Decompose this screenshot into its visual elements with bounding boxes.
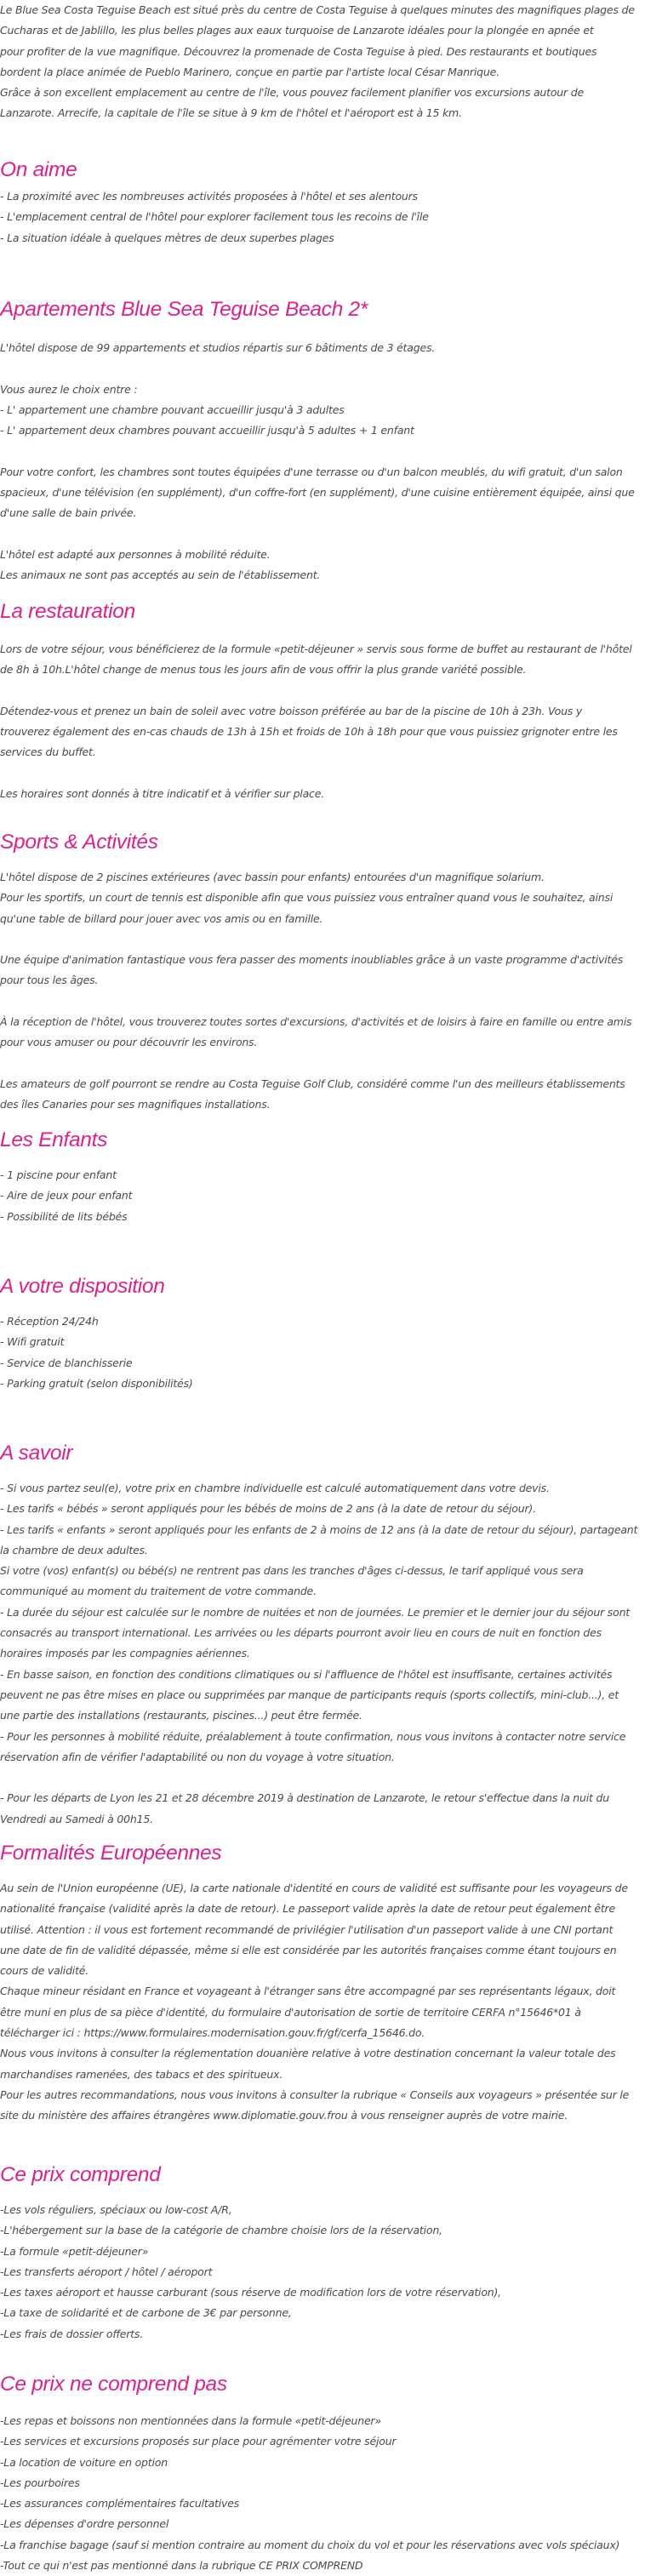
text-line: Le Blue Sea Costa Teguise Beach est situé près du centre de Costa Teguise à quelques minutes des magnifiques plages de <box>0 3 635 16</box>
text-line: site du ministère des affaires étrangères www.diplomatie.gouv.frou à vous renseigner auprès de votre mairie. <box>0 2109 568 2122</box>
text-line: Lors de votre séjour, vous bénéficierez de la formule «petit-déjeuner » servis sous forme de buffet au restaurant de l'hôtel <box>0 643 632 655</box>
text-line: - Pour les personnes à mobilité réduite, préalablement à toute confirmation, nous vous invitons à contacter notre service <box>0 1729 626 1743</box>
section-body-sports-activites <box>0 867 631 1116</box>
text-line: Pour les sportifs, un court de tennis est disponible afin que vous puissiez vous entraîner quand vous le souhaitez, ainsi <box>0 891 614 905</box>
text-line: horaires imposés par les compagnies aériennes. <box>0 1647 250 1660</box>
section-heading-on-aime: On aime <box>0 158 77 181</box>
text-line: - La situation idéale à quelques mètres de deux superbes plages <box>0 231 334 244</box>
text-line: télécharger ici : https://www.formulaires.modernisation.gouv.fr/gf/cerfa_15646.do. <box>0 2026 425 2040</box>
text-line: - Wifi gratuit <box>0 1335 65 1349</box>
text-line: -Tout ce qui n'est pas mentionné dans la rubrique CE PRIX COMPREND <box>0 2559 363 2573</box>
text-line: -Les assurances complémentaires facultatives <box>0 2497 240 2510</box>
text-line: Au sein de l'Union européenne (UE), la carte nationale d'identité en cours de validité est suffisante pour les voyageurs de <box>0 1882 628 1894</box>
section-heading-formalites-europeennes: Formalités Européennes <box>0 1842 222 1865</box>
text-line: L'hôtel est adapté aux personnes à mobilité réduite. <box>0 547 271 561</box>
section-heading-a-savoir: A savoir <box>0 1442 73 1465</box>
text-line: - Aire de jeux pour enfant <box>0 1189 133 1202</box>
text-line: -La taxe de solidarité et de carbone de 3€ par personne, <box>0 2306 292 2320</box>
text-line: nationalité française (validité après la date de retour). Le passeport valide après la date de retour peut également être <box>0 1902 615 1916</box>
text-line: Lanzarote. Arrecife, la capitale de l'île se situe à 9 km de l'hôtel et l'aéroport est à 15 km. <box>0 106 462 120</box>
text-line: -Les dépenses d'ordre personnel <box>0 2517 169 2531</box>
text-line: - L' appartement deux chambres pouvant accueillir jusqu'à 5 adultes + 1 enfant <box>0 424 414 437</box>
blank-line <box>0 991 631 1012</box>
section-heading-la-restauration: La restauration <box>0 600 135 623</box>
text-line: pour vous amuser ou pour découvrir les environs. <box>0 1036 258 1049</box>
section-body-les-enfants <box>0 1165 132 1227</box>
blank-line <box>0 681 632 701</box>
text-line: -L'hébergement sur la base de la catégorie de chambre choisie lors de la réservation, <box>0 2224 442 2237</box>
section-heading-les-enfants: Les Enfants <box>0 1128 108 1151</box>
text-line: Détendez-vous et prenez un bain de soleil avec votre boisson préférée au bar de la piscine de 10h à 23h. Vous y <box>0 704 583 717</box>
section-body-la-restauration <box>0 639 632 804</box>
text-line: - En basse saison, en fonction des conditions climatiques ou si l'affluence de l'hôtel est insuffisante, certaines activités <box>0 1667 613 1681</box>
section-body-a-savoir <box>0 1478 637 1830</box>
text-line: - 1 piscine pour enfant <box>0 1168 117 1181</box>
blank-line <box>0 441 635 461</box>
text-line: -Les taxes aéroport et hausse carburant (sous réserve de modification lors de votre réservation), <box>0 2286 501 2299</box>
text-line: - L'emplacement central de l'hôtel pour explorer facilement tous les recoins de l'île <box>0 210 429 224</box>
text-line: -Les repas et boissons non mentionnées dans la formule «petit-déjeuner» <box>0 2414 381 2427</box>
text-line: services du buffet. <box>0 745 96 759</box>
text-line: utilisé. Attention : il vous est fortement recommandé de privilégier l'utilisation d'un passeport valide à une CNI portant <box>0 1922 614 1936</box>
text-line: - La durée du séjour est calculée sur le nombre de nuitées et non de journées. Le premier et le dernier jour du séjour sont <box>0 1605 630 1619</box>
text-line: la chambre de deux adultes. <box>0 1543 148 1556</box>
text-line: communiqué au moment du traitement de votre commande. <box>0 1585 317 1598</box>
text-line: réservation afin de vérifier l'adaptabilité ou non du voyage à votre situation. <box>0 1750 395 1763</box>
blank-line <box>0 929 631 950</box>
text-line: Vendredi au Samedi à 00h15. <box>0 1812 153 1825</box>
text-line: une partie des installations (restaurants, piscines...) peut être fermée. <box>0 1709 362 1722</box>
text-line: -La formule «petit-déjeuner» <box>0 2244 149 2258</box>
blank-line <box>0 524 635 545</box>
section-heading-a-votre-disposition: A votre disposition <box>0 1275 165 1298</box>
text-line: - Parking gratuit (selon disponibilités) <box>0 1376 193 1390</box>
text-line: être muni en plus de sa pièce d'identité, du formulaire d'autorisation de sortie de territoire CERFA n°15646*01 à <box>0 2005 581 2019</box>
text-line: -Les services et excursions proposés sur place pour agrémenter votre séjour <box>0 2435 397 2448</box>
section-body-intro <box>0 0 635 124</box>
text-line: -Les transferts aéroport / hôtel / aéroport <box>0 2265 213 2278</box>
text-line: cours de validité. <box>0 1964 89 1978</box>
text-line: peuvent ne pas être mises en place ou supprimées par manque de participants requis (sports collectifs, mini-club...), et <box>0 1688 619 1701</box>
section-body-on-aime <box>0 186 429 248</box>
text-line: de 8h à 10h.L'hôtel change de menus tous les jours afin de vous offrir la plus grande variété possible. <box>0 663 527 677</box>
text-line: marchandises ramenées, des tabacs et des spiritueux. <box>0 2067 283 2081</box>
text-line: - Service de blanchisserie <box>0 1356 133 1369</box>
text-line: - Les tarifs « enfants » seront appliqués pour les enfants de 2 à moins de 12 ans (à la date de retour du séjour), partageant <box>0 1522 638 1536</box>
text-line: Les animaux ne sont pas acceptés au sein de l'établissement. <box>0 568 321 582</box>
text-line: Pour les autres recommandations, nous vous invitons à consulter la rubrique « Conseils aux voyageurs » présentée sur le <box>0 2088 630 2101</box>
text-line: qu'une table de billard pour jouer avec vos amis ou en famille. <box>0 911 323 925</box>
section-heading-sports-activites: Sports & Activités <box>0 831 158 854</box>
text-line: trouverez également des en-cas chauds de 13h à 15h et froids de 10h à 18h pour que vous puissiez grignoter entre les <box>0 725 618 739</box>
text-line: -La location de voiture en option <box>0 2455 168 2469</box>
section-heading-ce-prix-comprend: Ce prix comprend <box>0 2163 161 2186</box>
text-line: pour profiter de la vue magnifique. Découvrez la promenade de Costa Teguise à pied. Des restaurants et boutiques <box>0 44 597 58</box>
text-line: -Les vols réguliers, spéciaux ou low-cost A/R, <box>0 2203 232 2216</box>
text-line: -La franchise bagage (sauf si mention contraire au moment du choix du vol et pour les réservations avec vols spéciaux) <box>0 2538 620 2551</box>
text-line: Une équipe d'animation fantastique vous fera passer des moments inoubliables grâce à un vaste programme d'activités <box>0 953 624 967</box>
section-body-ce-prix-comprend <box>0 2200 501 2345</box>
text-line: -Les pourboires <box>0 2476 80 2489</box>
section-heading-apartements-blue-sea-teguise-beach-2: Apartements Blue Sea Teguise Beach 2* <box>0 298 368 321</box>
text-line: des îles Canaries pour ses magnifiques installations. <box>0 1098 271 1111</box>
text-line: - Réception 24/24h <box>0 1315 99 1328</box>
blank-line <box>0 358 635 379</box>
section-heading-ce-prix-ne-comprend-pas: Ce prix ne comprend pas <box>0 2373 227 2396</box>
blank-line <box>0 763 632 784</box>
text-line: bordent la place animée de Pueblo Marinero, conçue en partie par l'artiste local César Manrique. <box>0 65 499 78</box>
section-body-apartements-blue-sea-teguise-beach-2 <box>0 338 635 586</box>
text-line: À la réception de l'hôtel, vous trouverez toutes sortes d'excursions, d'activités et de loisirs à faire en famille ou entre amis <box>0 1015 632 1029</box>
text-line: consacrés au transport international. Les arrivées ou les départs pourront avoir lieu en cours de nuit en fonction des <box>0 1626 602 1640</box>
text-line: - Si vous partez seul(e), votre prix en chambre individuelle est calculé automatiquement dans votre devis. <box>0 1482 550 1494</box>
text-line: pour tous les âges. <box>0 974 99 987</box>
text-line: L'hôtel dispose de 99 appartements et studios répartis sur 6 bâtiments de 3 étages. <box>0 341 436 354</box>
text-line: spacieux, d'une télévision (en supplément), d'un coffre-fort (en supplément), d'une cuisine entièrement équipée, ainsi que <box>0 486 635 500</box>
text-line: Les horaires sont donnés à titre indicatif et à vérifier sur place. <box>0 787 324 801</box>
blank-line <box>0 1768 637 1788</box>
blank-line <box>0 1054 631 1074</box>
text-line: une date de fin de validité dépassée, même si elle est considérée par les autorités françaises comme étant toujours en <box>0 1943 617 1956</box>
section-body-ce-prix-ne-comprend-pas <box>0 2411 619 2576</box>
text-line: Chaque mineur résidant en France et voyageant à l'étranger sans être accompagné par ses représentants légaux, doit <box>0 1985 616 1998</box>
text-line: - Possibilité de lits bébés <box>0 1209 128 1223</box>
text-line: L'hôtel dispose de 2 piscines extérieures (avec bassin pour enfants) entourées d'un magnifique solarium. <box>0 871 545 883</box>
text-line: - La proximité avec les nombreuses activités proposées à l'hôtel et ses alentours <box>0 190 418 203</box>
text-line: d'une salle de bain privée. <box>0 506 137 520</box>
text-line: Vous aurez le choix entre : <box>0 382 138 396</box>
text-line: Les amateurs de golf pourront se rendre au Costa Teguise Golf Club, considéré comme l'un des meilleurs établissements <box>0 1077 625 1090</box>
text-line: - L' appartement une chambre pouvant accueillir jusqu'à 3 adultes <box>0 403 345 416</box>
text-line: Nous vous invitons à consulter la réglementation douanière relative à votre destination concernant la valeur totale des <box>0 2047 616 2060</box>
text-line: -Les frais de dossier offerts. <box>0 2327 143 2340</box>
section-body-a-votre-disposition <box>0 1311 193 1394</box>
text-line: Cucharas et de Jablillo, les plus belles plages aux eaux turquoise de Lanzarote idéales pour la plongée en apnée et <box>0 24 594 37</box>
text-line: Pour votre confort, les chambres sont toutes équipées d'une terrasse ou d'un balcon meublés, du wifi gratuit, d'un salon <box>0 465 623 478</box>
text-line: - Les tarifs « bébés » seront appliqués pour les bébés de moins de 2 ans (à la date de retour du séjour). <box>0 1502 536 1516</box>
section-body-formalites-europeennes <box>0 1878 629 2127</box>
text-line: - Pour les départs de Lyon les 21 et 28 décembre 2019 à destination de Lanzarote, le retour s'effectue dans la nuit du <box>0 1791 609 1805</box>
text-line: Si votre (vos) enfant(s) ou bébé(s) ne rentrent pas dans les tranches d'âges ci-dessus, le tarif appliqué vous sera <box>0 1564 584 1578</box>
text-line: Grâce à son excellent emplacement au centre de l'île, vous pouvez facilement planifier vos excursions autour de <box>0 86 584 100</box>
